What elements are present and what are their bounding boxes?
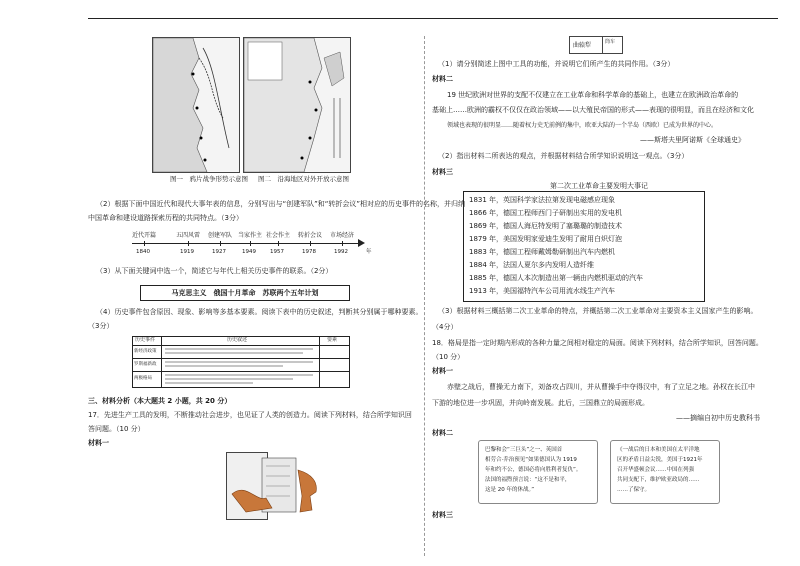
invention-item-4: 1879 年，美国发明家爱迪生发明了耐用白炽灯泡 — [469, 235, 623, 243]
r-m2-line2: 基础上……欧洲的霸权不仅仅在政治领域——以大殖民帝国的形式——表现的很明显，而且在经济和文化 — [432, 106, 754, 114]
column-divider — [424, 36, 425, 556]
r-m1-line1: 赤壁之战后，曹操无力南下，刘备攻占四川，并从曹操手中夺得汉中，有了立足之地。孙权在长江中 — [447, 383, 755, 391]
quote1-line1: 巴黎和会“三巨头”之一、英国首 — [485, 447, 563, 453]
invention-item-6: 1884 年，法国人夏尔多内发明人造纤维 — [469, 261, 595, 269]
opium-war-map — [152, 37, 240, 173]
tl-event-2: 五四风雷 — [176, 232, 201, 239]
r-q3-line2: （4分） — [432, 323, 458, 331]
r-q18-line1: 18．格局是指一定时期内形成的各种力量之间相对稳定的局面。阅读下列材料，结合所学知识，回答问题。 — [432, 339, 763, 347]
q3-text: （3）从下面关键词中选一个，简述它与年代上相关历史事件的联系。（2分） — [96, 267, 333, 275]
tool-label-table — [569, 36, 623, 54]
inventions-box — [463, 191, 705, 302]
tl-year-5: 1957 — [270, 249, 284, 255]
header-rule — [88, 18, 778, 19]
tl-year-1: 1840 — [136, 249, 150, 255]
quote-box-right — [610, 440, 720, 504]
quote1-line5: 这是 20 年的休战。” — [485, 487, 535, 493]
q2-text-line2: 中国革命和建设道路探索历程的共同特点。（3分） — [88, 214, 243, 222]
table-row-1-event: 新经济政策 — [134, 349, 157, 354]
keywords-text: 马克思主义 俄国十月革命 苏联两个五年计划 — [171, 289, 319, 297]
inventions-title: 第二次工业革命主要发明大事记 — [550, 182, 648, 190]
timeline-unit: 年 — [366, 249, 372, 255]
map1-caption: 图一 鸦片战争形势示意图 — [170, 175, 248, 183]
r-q18-line2: （10 分） — [432, 353, 465, 361]
quote2-line3: 召开华盛顿会议……中国在列强 — [617, 467, 695, 473]
tl-year-7: 1992 — [334, 249, 348, 255]
tl-year-6: 1978 — [302, 249, 316, 255]
quote2-line2: 区的矛盾日益尖锐，美国于1921年 — [617, 457, 703, 463]
history-elements-table — [132, 336, 350, 388]
tl-year-2: 1919 — [180, 249, 194, 255]
quote1-line2: 相劳合·乔治预见“如果德国认为 1919 — [485, 457, 577, 463]
quote2-line1: 《一战后的日本和美国在太平洋地 — [617, 447, 700, 453]
tl-event-3: 创建军队 — [208, 232, 233, 239]
r-m2-line3: 领域也表现的很明显……随着权力史无前例的集中，欧亚大陆的一个半岛（西欧）已成为世界的中心。 — [447, 122, 718, 129]
invention-item-2: 1866 年，德国工程师西门子研制出实用的发电机 — [469, 209, 623, 217]
table-header-event: 历史事件 — [135, 337, 156, 343]
r-material1-label: 材料一 — [432, 367, 453, 375]
r-q1-text: （1）请分别简述上图中工具的功能，并说明它们所产生的共同作用。（3分） — [438, 60, 675, 68]
quote1-line4: 法国的福煦预言说：“这不是和平， — [485, 477, 571, 483]
table-header-element: 要素 — [327, 337, 338, 343]
q4-text-line1: （4）历史事件包含原因、现象、影响等多基本要素。阅读下表中的历史叙述，判断其分别属于哪种要素。 — [96, 308, 423, 316]
tl-event-7: 市场经济 — [330, 232, 355, 239]
invention-item-8: 1913 年，美国福特汽车公司用流水线生产汽车 — [469, 287, 616, 295]
history-timeline — [132, 228, 372, 262]
r-material3b-label: 材料三 — [432, 511, 453, 519]
r-m1-source: ——摘编自初中历史教科书 — [676, 414, 760, 422]
q2-text-line1: （2）根据下面中国近代和现代大事年表的信息，分别写出与“创建军队”和“转折会议”相对应的历史事件的名称，并归纳 — [96, 200, 465, 208]
invention-item-1: 1831 年，英国科学家法拉第发现电磁感应现象 — [469, 196, 616, 204]
map2-caption: 图二 沿海地区对外开放示意图 — [258, 175, 349, 183]
table-row-3-event: 两极格局 — [134, 376, 152, 381]
r-m2-line1: 19 世纪欧洲对世界的支配不仅建立在工业革命和科学革命的基础上，也建立在欧洲政治革命的 — [447, 91, 739, 99]
coastal-opening-map — [243, 37, 351, 173]
tl-event-5: 社会作主 — [266, 232, 291, 239]
tl-event-1: 近代开篇 — [132, 232, 157, 239]
r-q2-text: （2）指出材料二所表达的观点，并根据材料结合所学知识说明这一观点。（3分） — [438, 152, 689, 160]
r-m2-source: ——斯塔夫里阿诺斯《全球通史》 — [640, 136, 745, 144]
q4-text-line2: （3分） — [88, 322, 114, 330]
quote2-line4: 共同支配下，维护欧亚政局的…… — [617, 477, 700, 483]
invention-item-3: 1869 年，德国人海厄特发明了塞璐璐的制造技术 — [469, 222, 623, 230]
q17-text-line1: 17．先进生产工具的发明，不断推动社会进步，也见证了人类的创造力。阅读下列材料，结合所学知识回 — [88, 411, 412, 419]
tool-label-waterwheel: 筒车 — [605, 39, 616, 45]
invention-item-5: 1883 年，德国工程师戴姆勒研制出汽车内燃机 — [469, 248, 616, 256]
quote1-line3: 年和约不公，德国必将向胜利者复仇”。 — [485, 467, 582, 473]
keywords-box — [140, 285, 350, 301]
table-row-2-event: 罗斯福新政 — [134, 362, 157, 367]
r-material2-label: 材料二 — [432, 75, 453, 83]
table-header-desc: 历史叙述 — [227, 337, 248, 343]
invention-item-7: 1885 年，德国人本次制造出第一辆由内燃机驱动的汽车 — [469, 274, 644, 282]
tl-year-4: 1949 — [242, 249, 256, 255]
quote2-line5: ……了保守。 — [617, 487, 651, 493]
tl-event-6: 转折会议 — [298, 232, 323, 239]
r-material2b-label: 材料二 — [432, 429, 453, 437]
material1-label: 材料一 — [88, 439, 109, 447]
table-desc-scribble — [163, 346, 317, 386]
r-m1-line2: 下游的地位进一步巩固，并向岭南发展。此后，三国鼎立的局面形成。 — [432, 399, 649, 407]
quote-box-left — [478, 440, 598, 504]
r-q3-line1: （3）根据材料三概括第二次工业革命的特点，并概括第二次工业革命对主要资本主义国家产生的影响。 — [438, 307, 758, 315]
tool-label-plough: 曲辕犁 — [573, 42, 592, 49]
tool-illustration — [226, 452, 326, 522]
r-material3-label: 材料三 — [432, 168, 453, 176]
tl-year-3: 1927 — [212, 249, 226, 255]
tl-event-4: 当家作主 — [238, 232, 263, 239]
section3-heading: 三、材料分析（本大题共 2 小题，共 20 分） — [88, 397, 232, 405]
q17-text-line2: 答问题。（10 分） — [88, 425, 145, 433]
